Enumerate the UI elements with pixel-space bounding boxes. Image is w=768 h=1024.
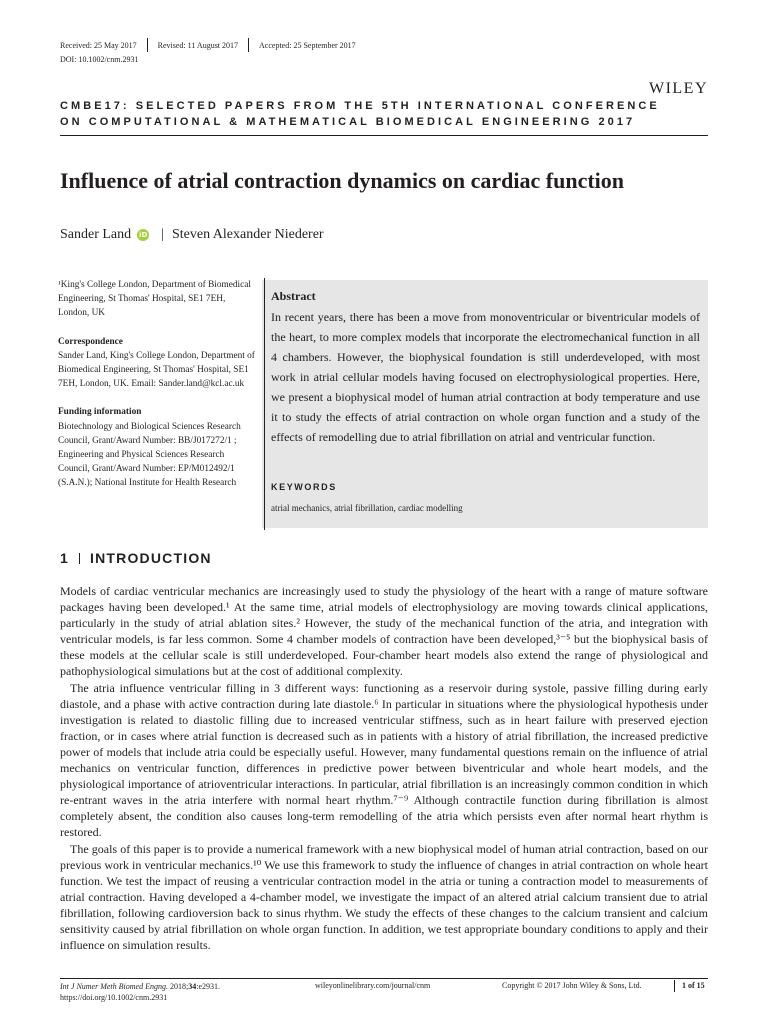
author-separator: | bbox=[161, 227, 164, 242]
keywords-heading: KEYWORDS bbox=[271, 482, 337, 492]
received-date: Received: 25 May 2017 bbox=[60, 40, 137, 50]
introduction-body bbox=[60, 583, 708, 953]
section-title: INTRODUCTION bbox=[90, 550, 212, 566]
series-line-1: CMBE17: SELECTED PAPERS FROM THE 5TH INTERNATIONAL CONFERENCE bbox=[60, 100, 660, 112]
publisher-logo: WILEY bbox=[648, 80, 708, 97]
orcid-icon[interactable]: iD bbox=[139, 231, 148, 239]
column-divider bbox=[264, 278, 265, 530]
abstract-heading: Abstract bbox=[271, 289, 316, 303]
journal-name: Int J Numer Meth Biomed Engng. bbox=[60, 982, 168, 991]
correspondence-heading: Correspondence bbox=[58, 336, 123, 347]
accepted-date: Accepted: 25 September 2017 bbox=[259, 40, 356, 50]
correspondence-text: Sander Land, King's College London, Department of Biomedical Engineering, St Thomas' Hospital, SE1 7EH, London, UK. Email: Sander.land@kcl.ac.uk bbox=[58, 350, 255, 390]
conference-series bbox=[60, 98, 660, 130]
author-list bbox=[60, 227, 324, 243]
section-divider bbox=[79, 553, 80, 564]
footer-divider bbox=[674, 980, 675, 992]
revised-date: Revised: 11 August 2017 bbox=[157, 40, 239, 50]
journal-year: 2018; bbox=[167, 982, 189, 991]
series-line-2: ON COMPUTATIONAL & MATHEMATICAL BIOMEDICAL ENGINEERING 2017 bbox=[60, 116, 636, 128]
section-number: 1 bbox=[60, 550, 69, 566]
footer-rule bbox=[60, 978, 708, 979]
doi-label: DOI: 10.1002/cnm.2931 bbox=[60, 55, 139, 64]
correspondence-block bbox=[58, 335, 258, 392]
journal-volume: 34 bbox=[188, 982, 197, 991]
section-heading bbox=[60, 550, 212, 566]
header-rule bbox=[60, 135, 708, 136]
funding-heading: Funding information bbox=[58, 407, 142, 418]
funding-text: Biotechnology and Biological Sciences Research Council, Grant/Award Number: BB/J017272/1 ; Engineering and Physical Sciences Research Council, Grant/Award Number: EP/M012492/1 (S.A.N.); National Institute for Health Research bbox=[58, 421, 241, 489]
funding-block bbox=[58, 405, 258, 490]
abstract-text: In recent years, there has been a move from monoventricular or biventricular models of the heart, to more complex models that incorporate the electromechanical function in all 4 chambers. However, the biophysical foundation is still underdeveloped, with most work in atrial cellular models having focused on electrophysiological properties. Here, we present a biophysical model of human atrial contraction at body temperature and use it to study the effects of atrial contraction on whole organ function and a study of the effects of remodelling due to atrial fibrillation on atrial and ventricular function. bbox=[271, 310, 700, 444]
author-name[interactable]: Sander Land bbox=[60, 227, 132, 242]
copyright-notice: Copyright © 2017 John Wiley & Sons, Ltd. bbox=[502, 981, 642, 990]
journal-site-link[interactable]: wileyonlinelibrary.com/journal/cnm bbox=[315, 981, 431, 990]
article-number: :e2931. bbox=[196, 982, 220, 991]
publication-dates bbox=[60, 38, 366, 52]
affiliation: ¹King's College London, Department of Biomedical Engineering, St Thomas' Hospital, SE1 7EH, London, UK bbox=[58, 280, 251, 319]
paragraph: The goals of this paper is to provide a numerical framework with a new biophysical model of human atrial contraction, based on our previous work in ventricular mechanics.¹⁰ We use this framework to study the influence of changes in atrial contraction on whole heart function. We test the impact of reusing a ventricular contraction model in the atria or tuning a contraction model to measurements of atrial contraction. Having developed a 4-chamber model, we investigate the impact of an altered atrial calcium transient due to atrial fibrillation, following cardioversion back to sinus rhythm. We study the effects of these changes to the calcium transient and calcium sensitivity caused by atrial fibrillation on whole organ function. In addition, we test appropriate boundary conditions to apply and their influence on simulation results. bbox=[60, 841, 708, 953]
article-info-sidebar bbox=[58, 278, 258, 505]
page-number: 1 of 15 bbox=[682, 981, 705, 990]
paragraph: The atria influence ventricular filling in 3 different ways: functioning as a reservoir during systole, passive filling during early diastole, and a phase with active contraction during late diastole.⁶ In particular in situations where the physiological hypothesis under investigation is related to diastolic filling due to increased ventricular stiffness, such as in heart failure with preserved ejection fraction, or in cases where atrial function is decreased such as in patients with a history of atrial fibrillation, the increased predictive power of models that include atria could be especially useful. However, many fundamental questions remain on the influence of atrial mechanics on ventricular function, differences in predictive power between biventricular and whole heart models, and the physiological importance of atrioventricular interactions. In particular, atrial fibrillation is an increasingly common condition in which re-entrant waves in the atria interfere with normal heart rhythm.⁷⁻⁹ Although contractile function during fibrillation is almost completely absent, the condition also causes long-term remodelling of the atria which persists even after normal heart rhythm is restored. bbox=[60, 680, 708, 840]
footer-citation bbox=[60, 981, 220, 1003]
article-title: Influence of atrial contraction dynamics on cardiac function bbox=[60, 168, 625, 193]
paragraph: Models of cardiac ventricular mechanics are increasingly used to study the physiology of the heart with a range of mature software packages having been developed.¹ At the same time, atrial models of electrophysiology are moving towards clinical applications, particularly in the study of atrial ablation sites.² However, the study of the mechanical function of the atria, and integration with ventricular models, is far less common. Some 4 chamber models of contraction have been developed,³⁻⁵ but the biophysical basis of these models at the cellular scale is still underdeveloped. Four-chamber heart models also extend the range of physiological and pathophysiological simulations but at the cost of additional complexity. bbox=[60, 584, 708, 679]
keywords-list: atrial mechanics, atrial fibrillation, cardiac modelling bbox=[271, 503, 463, 513]
doi-link[interactable]: https://doi.org/10.1002/cnm.2931 bbox=[60, 993, 168, 1002]
author-name[interactable]: Steven Alexander Niederer bbox=[171, 227, 324, 242]
